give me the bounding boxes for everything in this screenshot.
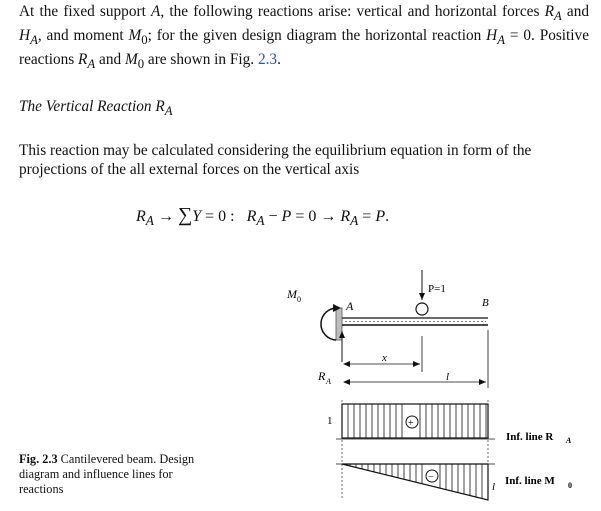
- heading-text: The Vertical Reaction: [19, 98, 156, 115]
- inf-line-m0-diagram: [336, 464, 495, 500]
- inf-line-ra-label: Inf. line R: [506, 431, 554, 443]
- label-one: 1: [327, 415, 333, 427]
- label-a: A: [346, 299, 354, 313]
- caption-number: Fig. 2.3: [19, 452, 58, 466]
- ha-subscript: A: [30, 33, 38, 48]
- intro-text: , the following reactions arise: vertical and horizontal forces: [160, 3, 545, 20]
- eq-subscript: A: [350, 213, 359, 229]
- heading-subscript: A: [164, 104, 173, 119]
- fixed-support: [336, 308, 342, 340]
- eq-operator: −: [264, 208, 282, 225]
- label-ra: R: [318, 369, 326, 383]
- intro-text: and: [95, 51, 125, 69]
- figure-caption: [19, 452, 219, 497]
- eq-operator: .: [385, 208, 390, 225]
- ha-subscript: A: [497, 33, 506, 48]
- label-x: x: [382, 352, 387, 364]
- support-symbol: A: [151, 3, 161, 20]
- ra-symbol: R: [78, 51, 88, 69]
- m0-subscript: 0: [137, 57, 145, 72]
- eq-subscript: A: [145, 213, 154, 229]
- load-roller: [416, 303, 428, 315]
- moment-arc: [321, 308, 338, 340]
- eq-subscript: A: [256, 213, 265, 229]
- intro-text: .: [277, 51, 281, 69]
- inf-m0-triangle: [342, 464, 488, 500]
- ra-symbol: R: [544, 3, 554, 20]
- eq-symbol: Y: [192, 208, 202, 225]
- intro-text: At the fixed support: [19, 3, 151, 20]
- label-m0: M: [287, 287, 297, 301]
- plus-sign: +: [408, 418, 414, 429]
- label-l: l: [446, 371, 450, 383]
- eq-symbol: R: [136, 208, 146, 225]
- eq-operator: = 0 →: [291, 208, 341, 225]
- heading-symbol: R: [155, 98, 165, 115]
- eq-operator: =: [358, 208, 376, 225]
- figure-link[interactable]: 2.3: [257, 51, 278, 69]
- eq-operator: = 0 :: [201, 208, 247, 225]
- ra-subscript: A: [553, 9, 562, 24]
- label-m0-sub: 0: [297, 295, 301, 304]
- inf-line-m0-label: Inf. line M: [505, 475, 555, 487]
- eq-operator: →: [153, 208, 178, 225]
- label-ra-sub: A: [326, 377, 331, 386]
- inf-line-m0-sub: 0: [568, 481, 572, 490]
- ha-symbol: H: [486, 27, 498, 45]
- m0-subscript: 0: [141, 33, 148, 48]
- ra-subscript: A: [87, 57, 96, 72]
- eq-symbol: R: [340, 208, 351, 225]
- body-paragraph: This reaction may be calculated considering the equilibrium equation in form of the projections of the all external forces on the vertical axis: [19, 142, 532, 178]
- intro-text: are shown in Fig.: [144, 51, 258, 69]
- minus-sign: −: [428, 472, 434, 483]
- intro-text: and: [561, 3, 589, 20]
- inf-line-ra-sub: A: [566, 436, 572, 445]
- eq-symbol: P: [281, 208, 292, 225]
- caption-text: Cantilevered beam. Design diagram and influence lines for reactions: [19, 452, 195, 496]
- eq-symbol: P: [375, 208, 386, 225]
- intro-text: ; for the given design diagram the horizontal reaction: [147, 27, 487, 45]
- inf-line-ra-diagram: [336, 404, 495, 439]
- label-p: P=1: [428, 283, 446, 295]
- m0-symbol: M: [128, 27, 142, 45]
- intro-text: , and moment: [37, 27, 129, 45]
- ha-symbol: H: [19, 27, 31, 45]
- intro-text: = 0. Positive reactions: [19, 27, 589, 69]
- label-l-ordinate: l: [492, 481, 496, 493]
- eq-symbol: R: [246, 208, 257, 225]
- label-b: B: [482, 297, 489, 309]
- m0-symbol: M: [124, 51, 138, 69]
- eq-sum: ∑: [177, 204, 193, 226]
